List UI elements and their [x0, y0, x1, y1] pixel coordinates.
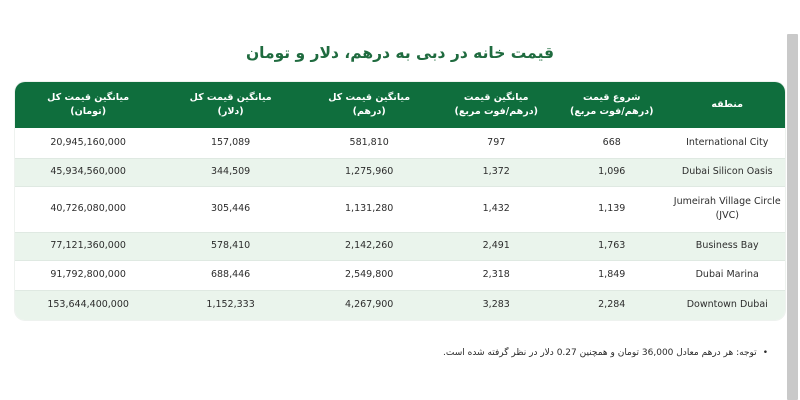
cell-area: Jumeirah Village Circle (JVC) [673, 196, 781, 221]
cell-start-sqft: 1,849 [598, 269, 626, 280]
cell-toman: 91,792,800,000 [50, 269, 126, 280]
bullet-marker: • [762, 348, 768, 358]
table-row [15, 128, 785, 158]
cell-start-sqft: 1,763 [598, 240, 626, 251]
cell-avg-sqft: 797 [487, 136, 506, 148]
cell-dollar: 344,509 [210, 166, 251, 177]
cell-start-sqft: 668 [602, 136, 621, 148]
header-area: منطقه [711, 99, 744, 110]
cell-dirham: 581,810 [349, 136, 389, 148]
footnote-text: توجه: هر درهم معادل 36,000 تومان و همچنین 0.27 دلار در نظر گرفته شده است. [443, 348, 757, 358]
cell-avg-sqft: 1,432 [482, 203, 510, 214]
cell-toman: 77,121,360,000 [50, 240, 126, 251]
header-avg-total-toman: میانگین قیمت کل (تومان) [47, 92, 130, 117]
table-row [15, 290, 785, 320]
cell-area: Business Bay [695, 240, 759, 251]
table-row [15, 232, 785, 260]
price-table [15, 82, 785, 320]
table-row [15, 186, 785, 232]
cell-avg-sqft: 2,491 [482, 240, 510, 251]
cell-toman: 40,726,080,000 [50, 203, 126, 214]
cell-toman: 45,934,560,000 [50, 166, 126, 177]
header-start-price-sqft: شروع قیمت (درهم/فوت مربع) [570, 92, 654, 117]
price-table-card [15, 82, 785, 320]
table-header-row [15, 82, 785, 128]
cell-avg-sqft: 1,372 [482, 166, 510, 177]
cell-avg-sqft: 2,318 [482, 269, 510, 280]
cell-dirham: 1,131,280 [345, 203, 394, 214]
cell-toman: 153,644,400,000 [47, 299, 129, 311]
cell-dollar: 157,089 [210, 136, 251, 148]
cell-dirham: 4,267,900 [345, 299, 394, 311]
header-avg-total-dollar: میانگین قیمت کل (دلار) [189, 92, 272, 117]
cell-area: Downtown Dubai [686, 299, 768, 311]
cell-area: Dubai Marina [695, 269, 759, 280]
cell-dirham: 2,549,800 [345, 269, 394, 280]
page-title: قیمت خانه در دبی به درهم، دلار و تومان [245, 44, 555, 62]
cell-avg-sqft: 3,283 [482, 299, 510, 311]
cell-toman: 20,945,160,000 [50, 136, 126, 148]
cell-dollar: 305,446 [210, 203, 251, 214]
cell-start-sqft: 2,284 [598, 299, 626, 311]
cell-start-sqft: 1,096 [598, 166, 626, 177]
cell-dollar: 688,446 [210, 269, 251, 280]
cell-dollar: 1,152,333 [206, 299, 255, 311]
scrollbar-thumb[interactable] [787, 34, 798, 400]
header-avg-total-dirham: میانگین قیمت کل (درهم) [328, 92, 411, 117]
cell-area: Dubai Silicon Oasis [681, 166, 773, 177]
cell-dirham: 1,275,960 [345, 166, 394, 177]
cell-start-sqft: 1,139 [598, 203, 626, 214]
header-avg-price-sqft: میانگین قیمت (درهم/فوت مربع) [454, 92, 538, 117]
cell-dollar: 578,410 [210, 240, 251, 251]
footnote [268, 345, 768, 361]
cell-dirham: 2,142,260 [345, 240, 394, 251]
cell-area: International City [686, 136, 769, 148]
table-row [15, 158, 785, 186]
table-row [15, 260, 785, 290]
